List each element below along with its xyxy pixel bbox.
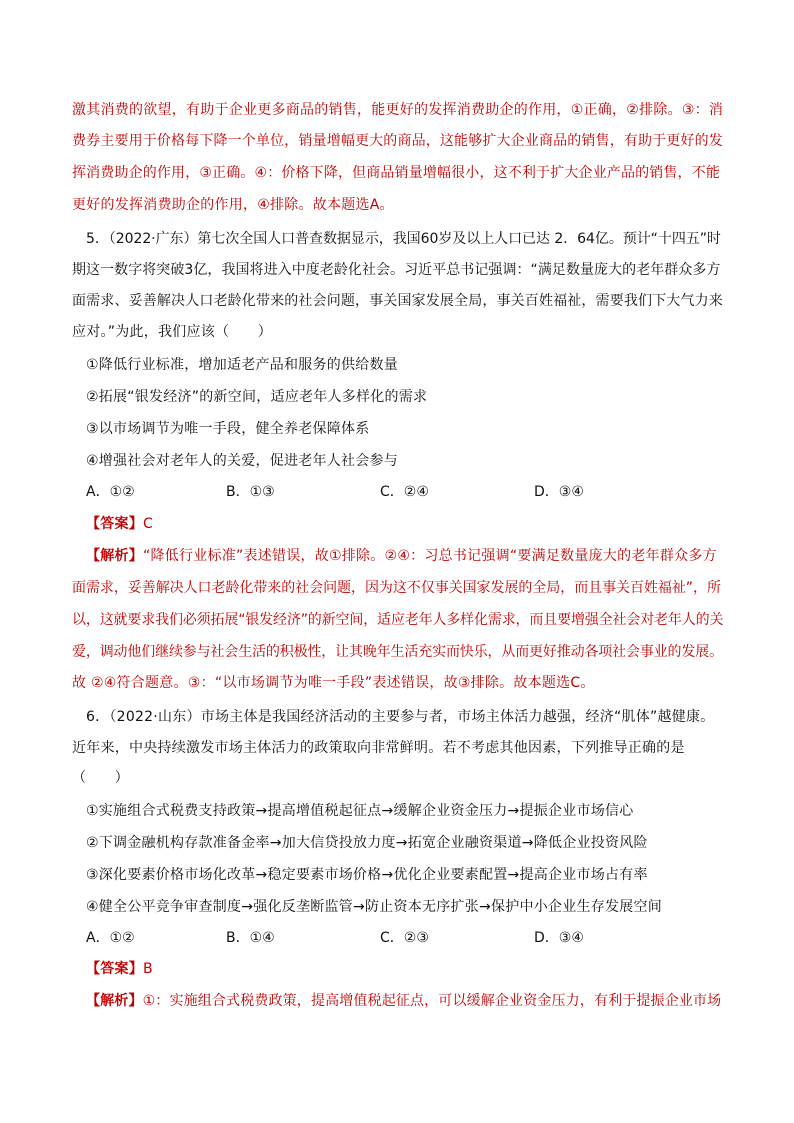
q6-stem-line: （ ） (72, 770, 129, 786)
analysis-continued-line: 更好的发挥消费助企的作用，④排除。故本题选A。 (72, 197, 394, 213)
q6-option-d: D．③④ (534, 930, 584, 946)
q6-statement: ③深化要素价格市场化改革→稳定要素市场价格→优化企业要素配置→提高企业市场占有率 (86, 867, 648, 883)
q5-analysis-line (86, 545, 717, 567)
q5-analysis-line: 故 ②④符合题意。③：“以市场调节为唯一手段”表述错误，故③排除。故本题选C。 (72, 675, 595, 691)
q6-option-b: B．①④ (226, 930, 275, 946)
q5-statement: ①降低行业标准，增加适老产品和服务的供给数量 (86, 357, 399, 373)
answer-label: 【答案】 (86, 516, 143, 532)
answer-value: B (143, 961, 153, 977)
q6-answer (86, 958, 153, 980)
q5-statement: ②拓展“银发经济”的新空间，适应老年人多样化的需求 (86, 389, 428, 405)
q5-stem-line: 应对。”为此，我们应该（ ） (72, 324, 273, 340)
q5-option-b: B．①③ (226, 484, 275, 500)
q6-option-a: A．①② (86, 930, 135, 946)
analysis-label: 【解析】 (86, 548, 143, 564)
q5-statement: ④增强社会对老年人的关爱，促进老年人社会参与 (86, 453, 399, 469)
answer-label: 【答案】 (86, 961, 143, 977)
analysis-continued-line: 费券主要用于价格每下降一个单位，销量增幅更大的商品，这能够扩大企业商品的销售，有助于更好的发 (72, 133, 723, 149)
q5-option-c: C．②④ (380, 484, 429, 500)
q5-analysis-line: 爱，调动他们继续参与社会生活的积极性，让其晚年生活充实而快乐，从而更好推动各项社会事业的发展。 (72, 644, 723, 660)
analysis-label: 【解析】 (86, 993, 143, 1009)
q6-statement: ②下调金融机构存款准备金率→加大信贷投放力度→拓宽企业融资渠道→降低企业投资风险 (86, 835, 648, 851)
answer-value: C (143, 516, 154, 532)
q6-stem-line: 6．（2022·山东）市场主体是我国经济活动的主要参与者，市场主体活力越强，经济“肌体”越健康。 (86, 709, 715, 725)
q5-option-a: A．①② (86, 484, 135, 500)
q5-analysis-line: 以，这就要求我们必须拓展“银发经济”的新空间，适应老年人多样化需求，而且要增强全社会对老年人的关 (72, 612, 724, 628)
q5-answer (86, 513, 153, 535)
q6-option-c: C．②③ (380, 930, 429, 946)
analysis-continued-line: 挥消费助企的作用，③正确。④：价格下降，但商品销量增幅很小，这不利于扩大企业产品的销售，不能 (72, 165, 720, 181)
analysis-continued-line: 激其消费的欲望，有助于企业更多商品的销售，能更好的发挥消费助企的作用，①正确，②排除。③：消 (72, 102, 724, 118)
q6-statement: ④健全公平竞争审查制度→强化反垄断监管→防止资本无序扩张→保护中小企业生存发展空间 (86, 899, 662, 915)
q5-statement: ③以市场调节为唯一手段，健全养老保障体系 (86, 421, 370, 437)
q6-statement: ①实施组合式税费支持政策→提高增值税起征点→缓解企业资金压力→提振企业市场信心 (86, 803, 634, 819)
analysis-text: “降低行业标准”表述错误，故①排除。②④：习总书记强调“要满足数量庞大的老年群众多方 (143, 548, 717, 564)
q6-stem-line: 近年来，中央持续激发市场主体活力的政策取向非常鲜明。若不考虑其他因素，下列推导正确的是 (72, 740, 685, 756)
q5-option-d: D．③④ (534, 484, 584, 500)
analysis-text: ①：实施组合式税费政策，提高增值税起征点，可以缓解企业资金压力，有利于提振企业市场 (142, 993, 722, 1009)
q5-stem-line: 面需求、妥善解决人口老龄化带来的社会问题，事关国家发展全局，事关百姓福祉，需要我们下大气力来 (72, 293, 723, 309)
q5-stem-line: 5．（2022·广东）第七次全国人口普查数据显示，我国60岁及以上人口已达 2．64亿。预计“十四五”时 (86, 231, 721, 247)
q6-analysis-line (86, 990, 721, 1012)
q5-stem-line: 期这一数字将突破3亿，我国将进入中度老龄化社会。习近平总书记强调：“满足数量庞大的老年群众多方 (72, 262, 721, 278)
q5-analysis-line: 面需求，妥善解决人口老龄化带来的社会问题，因为这不仅事关国家发展的全局，而且事关百姓福祉”，所 (72, 580, 721, 596)
